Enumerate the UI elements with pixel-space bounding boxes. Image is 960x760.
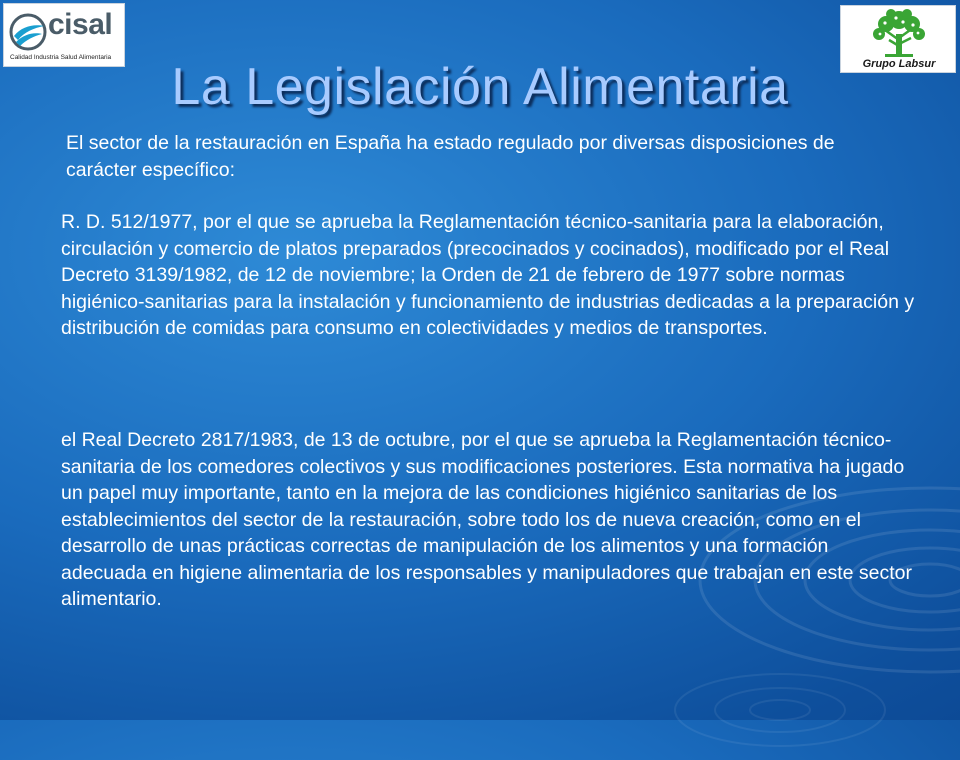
slide-title: La Legislación Alimentaria bbox=[171, 58, 789, 116]
paragraph-rd-2817-1983: el Real Decreto 2817/1983, de 13 de octubre, por el que se aprueba la Reglamentación técnico-sanitaria de los comedores colectivos y sus modificaciones posteriores. Esta normativa ha jugado un papel muy importante, tanto en la mejora de las condiciones higiénico sanitarias de los establecimientos del sector de la restauración, sobre todo los de nueva creación, como en el desarrollo de unas prácticas correctas de manipulación de los alimentos y una formación adecuada en higiene alimentaria de los responsables y manipuladores que trabajan en este sector alimentario. bbox=[61, 429, 912, 610]
paragraph-rd-512-1977: R. D. 512/1977, por el que se aprueba la Reglamentación técnico-sanitaria para la elaboración, circulación y comercio de platos preparados (precocinados y cocinados), modificado por el Real Decreto 3139/1982, de 12 de noviembre; la Orden de 21 de febrero de 1977 sobre normas higiénico-sanitarias para la instalación y funcionamiento de industrias dedicadas a la preparación y distribución de comidas para consumo en colectividades y medios de transportes. bbox=[61, 211, 915, 339]
cisal-tagline: Calidad Industria Salud Alimentaria bbox=[10, 54, 112, 61]
grupo-labsur-wordmark: Grupo Labsur bbox=[862, 58, 936, 70]
cisal-swoosh-icon bbox=[8, 10, 48, 54]
cisal-wordmark: cisal bbox=[48, 8, 113, 41]
intro-text: El sector de la restauración en España ha estado regulado por diversas disposiciones de carácter específico: bbox=[66, 132, 835, 181]
tree-icon bbox=[841, 6, 957, 58]
